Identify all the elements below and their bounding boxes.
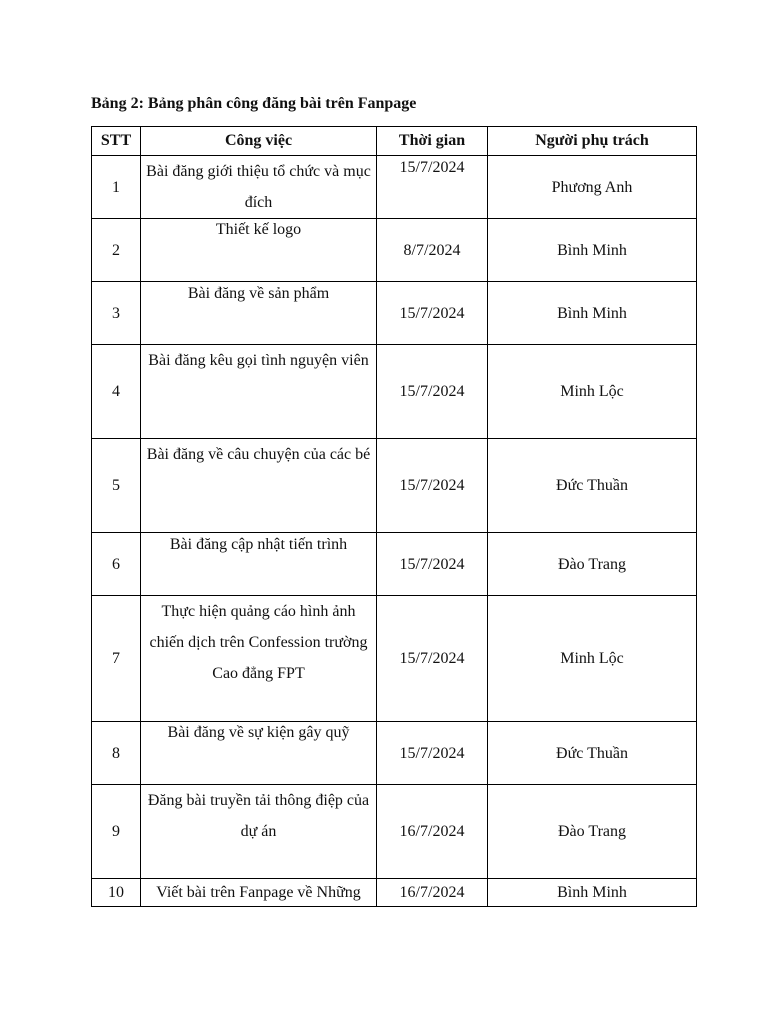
cell-stt: 8 — [92, 722, 141, 785]
table-row — [92, 722, 697, 785]
cell-task: Viết bài trên Fanpage về Những — [141, 879, 377, 907]
cell-stt: 3 — [92, 282, 141, 345]
cell-time: 15/7/2024 — [377, 156, 488, 219]
cell-task: Đăng bài truyền tải thông điệp của dự án — [141, 785, 377, 879]
header-stt: STT — [92, 127, 141, 156]
cell-task: Bài đăng cập nhật tiến trình — [141, 533, 377, 596]
header-owner: Người phụ trách — [488, 127, 697, 156]
table-row — [92, 439, 697, 533]
cell-owner: Minh Lộc — [488, 596, 697, 722]
cell-task: Bài đăng kêu gọi tình nguyện viên — [141, 345, 377, 439]
cell-task: Thiết kế logo — [141, 219, 377, 282]
cell-stt: 5 — [92, 439, 141, 533]
table-row — [92, 596, 697, 722]
cell-stt: 1 — [92, 156, 141, 219]
cell-stt: 7 — [92, 596, 141, 722]
cell-time: 15/7/2024 — [377, 439, 488, 533]
cell-owner: Bình Minh — [488, 879, 697, 907]
cell-time: 8/7/2024 — [377, 219, 488, 282]
table-row — [92, 879, 697, 907]
table-caption: Bảng 2: Bảng phân công đăng bài trên Fanpage — [91, 95, 417, 112]
table-row — [92, 785, 697, 879]
cell-task: Thực hiện quảng cáo hình ảnh chiến dịch trên Confession trường Cao đẳng FPT — [141, 596, 377, 722]
cell-time: 15/7/2024 — [377, 722, 488, 785]
table-row — [92, 533, 697, 596]
table-row — [92, 219, 697, 282]
cell-task: Bài đăng về câu chuyện của các bé — [141, 439, 377, 533]
cell-stt: 4 — [92, 345, 141, 439]
cell-owner: Bình Minh — [488, 282, 697, 345]
cell-owner: Bình Minh — [488, 219, 697, 282]
cell-task: Bài đăng về sản phẩm — [141, 282, 377, 345]
cell-time: 15/7/2024 — [377, 345, 488, 439]
cell-owner: Đức Thuần — [488, 722, 697, 785]
cell-owner: Phương Anh — [488, 156, 697, 219]
header-time: Thời gian — [377, 127, 488, 156]
table-row — [92, 156, 697, 219]
cell-owner: Đào Trang — [488, 785, 697, 879]
header-task: Công việc — [141, 127, 377, 156]
table-row — [92, 282, 697, 345]
cell-time: 15/7/2024 — [377, 596, 488, 722]
assignment-table — [91, 126, 697, 907]
cell-owner: Minh Lộc — [488, 345, 697, 439]
cell-time: 15/7/2024 — [377, 533, 488, 596]
cell-owner: Đức Thuần — [488, 439, 697, 533]
cell-time: 15/7/2024 — [377, 282, 488, 345]
cell-time: 16/7/2024 — [377, 879, 488, 907]
cell-task: Bài đăng giới thiệu tổ chức và mục đích — [141, 156, 377, 219]
table-header-row — [92, 127, 697, 156]
cell-stt: 2 — [92, 219, 141, 282]
cell-time: 16/7/2024 — [377, 785, 488, 879]
cell-stt: 6 — [92, 533, 141, 596]
cell-owner: Đào Trang — [488, 533, 697, 596]
table-row — [92, 345, 697, 439]
cell-stt: 10 — [92, 879, 141, 907]
cell-stt: 9 — [92, 785, 141, 879]
cell-task: Bài đăng về sự kiện gây quỹ — [141, 722, 377, 785]
